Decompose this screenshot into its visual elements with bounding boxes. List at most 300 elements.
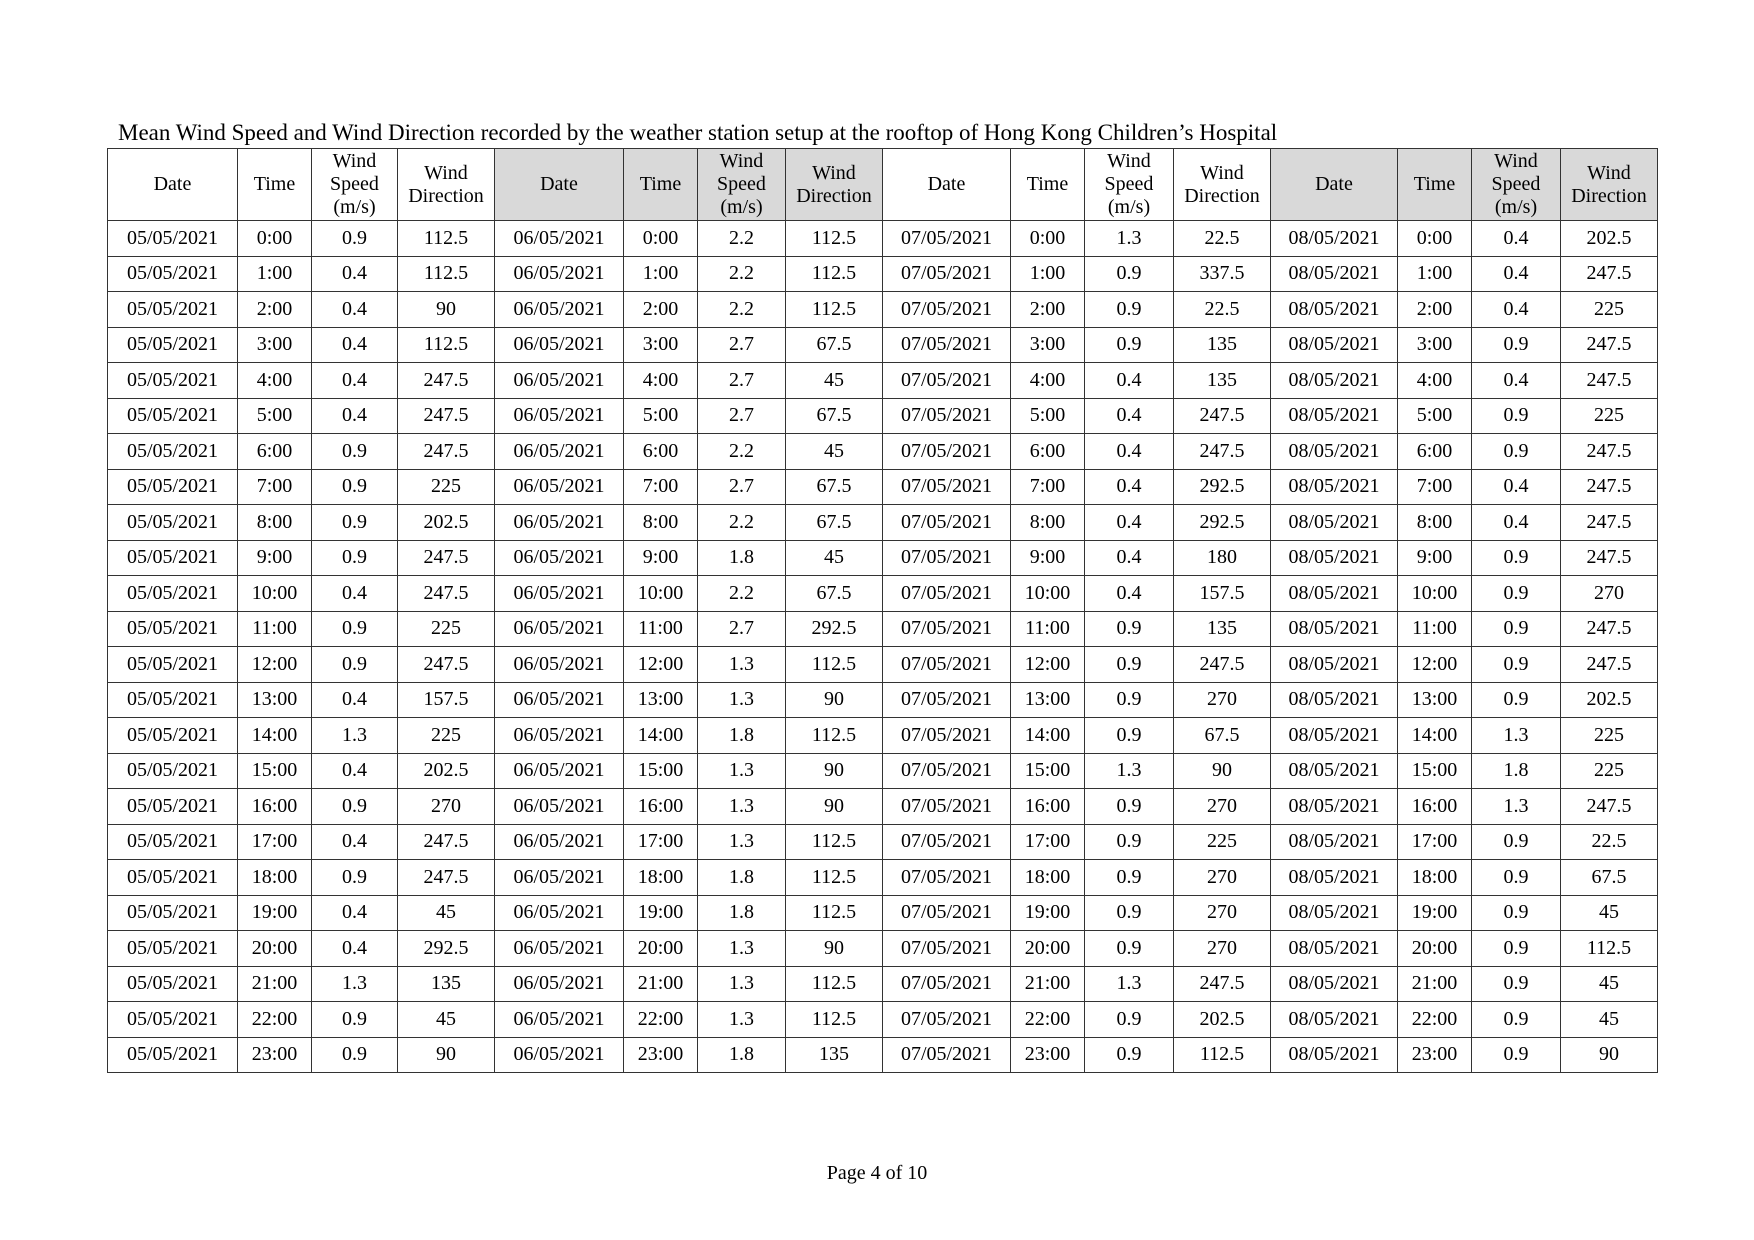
table-cell: 07/05/2021: [883, 753, 1011, 789]
table-cell: 05/05/2021: [108, 398, 238, 434]
table-cell: 1.3: [698, 682, 786, 718]
table-cell: 22.5: [1174, 292, 1271, 328]
table-cell: 3:00: [624, 327, 698, 363]
table-cell: 06/05/2021: [495, 363, 624, 399]
table-cell: 07/05/2021: [883, 682, 1011, 718]
table-cell: 23:00: [1398, 1037, 1472, 1073]
table-cell: 07/05/2021: [883, 895, 1011, 931]
table-cell: 1.3: [698, 647, 786, 683]
table-cell: 247.5: [1174, 434, 1271, 470]
table-cell: 12:00: [1011, 647, 1085, 683]
table-cell: 6:00: [238, 434, 312, 470]
table-cell: 112.5: [786, 647, 883, 683]
table-cell: 10:00: [1398, 576, 1472, 612]
table-cell: 07/05/2021: [883, 931, 1011, 967]
table-cell: 05/05/2021: [108, 895, 238, 931]
table-cell: 22.5: [1561, 824, 1658, 860]
table-cell: 112.5: [398, 327, 495, 363]
table-cell: 0.4: [1472, 363, 1561, 399]
table-cell: 247.5: [1561, 611, 1658, 647]
table-row: [108, 327, 1658, 363]
table-cell: 10:00: [238, 576, 312, 612]
table-cell: 0.4: [312, 363, 398, 399]
page-number: Page 4 of 10: [826, 1162, 928, 1184]
column-header: Date: [495, 149, 624, 221]
table-row: [108, 292, 1658, 328]
table-cell: 23:00: [1011, 1037, 1085, 1073]
column-header: Wind Direction: [1561, 149, 1658, 221]
table-cell: 112.5: [398, 256, 495, 292]
table-cell: 67.5: [786, 469, 883, 505]
table-cell: 45: [398, 895, 495, 931]
table-cell: 157.5: [398, 682, 495, 718]
table-cell: 15:00: [238, 753, 312, 789]
table-cell: 0.9: [1085, 931, 1174, 967]
table-cell: 05/05/2021: [108, 540, 238, 576]
table-cell: 22:00: [1398, 1002, 1472, 1038]
table-cell: 5:00: [238, 398, 312, 434]
table-cell: 13:00: [1398, 682, 1472, 718]
table-cell: 0.4: [312, 824, 398, 860]
table-cell: 225: [1561, 398, 1658, 434]
column-header: Time: [1398, 149, 1472, 221]
table-cell: 247.5: [1561, 505, 1658, 541]
table-cell: 247.5: [1174, 966, 1271, 1002]
table-cell: 07/05/2021: [883, 434, 1011, 470]
table-row: [108, 860, 1658, 896]
table-cell: 0.9: [312, 647, 398, 683]
table-cell: 0.9: [1472, 824, 1561, 860]
table-cell: 06/05/2021: [495, 221, 624, 257]
table-cell: 1:00: [624, 256, 698, 292]
table-cell: 05/05/2021: [108, 789, 238, 825]
table-cell: 90: [786, 753, 883, 789]
table-cell: 21:00: [1398, 966, 1472, 1002]
table-cell: 0.4: [1472, 256, 1561, 292]
table-cell: 67.5: [1561, 860, 1658, 896]
table-cell: 12:00: [624, 647, 698, 683]
table-cell: 08/05/2021: [1271, 434, 1398, 470]
table-cell: 08/05/2021: [1271, 469, 1398, 505]
table-cell: 0.9: [312, 1002, 398, 1038]
table-cell: 0.9: [1472, 327, 1561, 363]
table-cell: 135: [398, 966, 495, 1002]
table-cell: 2.7: [698, 327, 786, 363]
table-cell: 05/05/2021: [108, 718, 238, 754]
table-cell: 08/05/2021: [1271, 931, 1398, 967]
table-cell: 45: [1561, 966, 1658, 1002]
table-cell: 07/05/2021: [883, 1037, 1011, 1073]
column-header: Time: [624, 149, 698, 221]
table-cell: 2.7: [698, 398, 786, 434]
table-cell: 1:00: [238, 256, 312, 292]
table-cell: 225: [398, 611, 495, 647]
table-cell: 6:00: [624, 434, 698, 470]
table-cell: 15:00: [1011, 753, 1085, 789]
table-cell: 247.5: [398, 576, 495, 612]
table-cell: 135: [1174, 611, 1271, 647]
table-cell: 05/05/2021: [108, 611, 238, 647]
table-cell: 0.9: [1472, 576, 1561, 612]
table-cell: 05/05/2021: [108, 576, 238, 612]
table-cell: 0.4: [1085, 505, 1174, 541]
table-cell: 202.5: [398, 505, 495, 541]
table-cell: 112.5: [786, 221, 883, 257]
table-cell: 135: [1174, 363, 1271, 399]
table-cell: 08/05/2021: [1271, 1002, 1398, 1038]
table-cell: 8:00: [1398, 505, 1472, 541]
table-cell: 0.4: [1085, 398, 1174, 434]
table-cell: 2.2: [698, 505, 786, 541]
table-cell: 247.5: [398, 434, 495, 470]
table-cell: 1.3: [1472, 789, 1561, 825]
table-cell: 16:00: [238, 789, 312, 825]
table-cell: 1.3: [1085, 966, 1174, 1002]
table-cell: 05/05/2021: [108, 327, 238, 363]
table-cell: 157.5: [1174, 576, 1271, 612]
table-cell: 0.9: [1472, 434, 1561, 470]
table-cell: 11:00: [238, 611, 312, 647]
table-cell: 270: [1174, 682, 1271, 718]
table-cell: 17:00: [1398, 824, 1472, 860]
table-cell: 21:00: [1011, 966, 1085, 1002]
table-cell: 11:00: [1398, 611, 1472, 647]
table-cell: 07/05/2021: [883, 860, 1011, 896]
table-cell: 06/05/2021: [495, 611, 624, 647]
table-cell: 4:00: [1398, 363, 1472, 399]
table-cell: 247.5: [1561, 363, 1658, 399]
table-cell: 1:00: [1398, 256, 1472, 292]
table-cell: 07/05/2021: [883, 718, 1011, 754]
table-cell: 1.3: [698, 789, 786, 825]
table-cell: 45: [786, 540, 883, 576]
table-caption: Mean Wind Speed and Wind Direction recorded by the weather station setup at the rooftop of Hong Kong Children’s Hospital: [118, 120, 1278, 145]
table-row: [108, 682, 1658, 718]
table-cell: 06/05/2021: [495, 327, 624, 363]
table-cell: 0.9: [1472, 966, 1561, 1002]
table-cell: 225: [398, 718, 495, 754]
column-header: Wind Direction: [786, 149, 883, 221]
table-cell: 6:00: [1011, 434, 1085, 470]
table-cell: 08/05/2021: [1271, 860, 1398, 896]
table-cell: 12:00: [1398, 647, 1472, 683]
table-row: [108, 789, 1658, 825]
table-row: [108, 221, 1658, 257]
table-cell: 0.9: [1085, 1037, 1174, 1073]
header-row: [108, 149, 1658, 221]
table-cell: 292.5: [1174, 505, 1271, 541]
table-cell: 5:00: [1398, 398, 1472, 434]
table-cell: 1:00: [1011, 256, 1085, 292]
table-cell: 67.5: [786, 327, 883, 363]
table-row: [108, 895, 1658, 931]
table-cell: 8:00: [624, 505, 698, 541]
table-row: [108, 611, 1658, 647]
table-cell: 247.5: [398, 398, 495, 434]
table-cell: 05/05/2021: [108, 1037, 238, 1073]
table-cell: 07/05/2021: [883, 363, 1011, 399]
wind-data-table: [107, 148, 1658, 1073]
table-cell: 0.9: [312, 611, 398, 647]
table-cell: 3:00: [1398, 327, 1472, 363]
table-cell: 17:00: [1011, 824, 1085, 860]
table-cell: 0.4: [312, 753, 398, 789]
table-cell: 202.5: [1174, 1002, 1271, 1038]
table-cell: 07/05/2021: [883, 824, 1011, 860]
table-cell: 5:00: [624, 398, 698, 434]
table-cell: 22.5: [1174, 221, 1271, 257]
table-cell: 06/05/2021: [495, 469, 624, 505]
column-header: Date: [108, 149, 238, 221]
table-cell: 2.2: [698, 434, 786, 470]
table-cell: 292.5: [786, 611, 883, 647]
table-cell: 05/05/2021: [108, 292, 238, 328]
table-cell: 7:00: [1011, 469, 1085, 505]
table-cell: 3:00: [1011, 327, 1085, 363]
table-cell: 0:00: [1011, 221, 1085, 257]
table-cell: 0.9: [1085, 647, 1174, 683]
table-row: [108, 434, 1658, 470]
table-cell: 10:00: [1011, 576, 1085, 612]
table-cell: 06/05/2021: [495, 398, 624, 434]
table-cell: 67.5: [786, 398, 883, 434]
table-cell: 0.9: [312, 860, 398, 896]
table-cell: 112.5: [1561, 931, 1658, 967]
table-cell: 08/05/2021: [1271, 682, 1398, 718]
table-cell: 05/05/2021: [108, 753, 238, 789]
table-cell: 19:00: [238, 895, 312, 931]
table-cell: 08/05/2021: [1271, 824, 1398, 860]
table-cell: 07/05/2021: [883, 221, 1011, 257]
table-cell: 0.9: [1085, 718, 1174, 754]
table-cell: 45: [1561, 1002, 1658, 1038]
table-cell: 0.4: [312, 292, 398, 328]
table-cell: 19:00: [1398, 895, 1472, 931]
table-cell: 05/05/2021: [108, 860, 238, 896]
table-cell: 14:00: [1011, 718, 1085, 754]
table-cell: 13:00: [238, 682, 312, 718]
table-cell: 45: [398, 1002, 495, 1038]
table-cell: 0.4: [312, 398, 398, 434]
table-cell: 0.9: [1085, 256, 1174, 292]
table-cell: 90: [786, 931, 883, 967]
table-cell: 0.9: [1472, 860, 1561, 896]
table-cell: 0.4: [312, 576, 398, 612]
table-cell: 90: [398, 1037, 495, 1073]
table-cell: 2.7: [698, 469, 786, 505]
table-cell: 247.5: [1561, 789, 1658, 825]
table-cell: 202.5: [1561, 682, 1658, 718]
table-cell: 06/05/2021: [495, 1002, 624, 1038]
table-row: [108, 505, 1658, 541]
table-cell: 16:00: [1398, 789, 1472, 825]
table-cell: 05/05/2021: [108, 221, 238, 257]
table-cell: 1.3: [698, 931, 786, 967]
table-cell: 292.5: [1174, 469, 1271, 505]
table-cell: 0.4: [312, 256, 398, 292]
table-cell: 0.9: [312, 789, 398, 825]
table-cell: 0.9: [1085, 860, 1174, 896]
table-cell: 05/05/2021: [108, 966, 238, 1002]
table-cell: 9:00: [1011, 540, 1085, 576]
table-cell: 2.2: [698, 576, 786, 612]
table-cell: 1.8: [698, 540, 786, 576]
table-cell: 247.5: [1561, 647, 1658, 683]
table-cell: 0.9: [312, 434, 398, 470]
column-header: Wind Direction: [1174, 149, 1271, 221]
table-cell: 08/05/2021: [1271, 292, 1398, 328]
table-cell: 4:00: [624, 363, 698, 399]
table-cell: 7:00: [624, 469, 698, 505]
table-cell: 0:00: [624, 221, 698, 257]
table-cell: 21:00: [238, 966, 312, 1002]
table-cell: 1.8: [698, 718, 786, 754]
table-cell: 19:00: [624, 895, 698, 931]
table-cell: 06/05/2021: [495, 292, 624, 328]
table-cell: 2:00: [624, 292, 698, 328]
table-cell: 5:00: [1011, 398, 1085, 434]
table-cell: 17:00: [624, 824, 698, 860]
table-cell: 225: [1561, 718, 1658, 754]
column-header: Time: [1011, 149, 1085, 221]
table-row: [108, 1002, 1658, 1038]
table-cell: 08/05/2021: [1271, 647, 1398, 683]
table-cell: 202.5: [398, 753, 495, 789]
table-cell: 247.5: [1561, 540, 1658, 576]
table-cell: 08/05/2021: [1271, 398, 1398, 434]
table-row: [108, 363, 1658, 399]
table-cell: 0.9: [1472, 540, 1561, 576]
column-header: Date: [883, 149, 1011, 221]
table-cell: 1.3: [312, 966, 398, 1002]
table-cell: 0.9: [1085, 292, 1174, 328]
table-cell: 2:00: [1011, 292, 1085, 328]
table-cell: 13:00: [1011, 682, 1085, 718]
table-cell: 2.2: [698, 256, 786, 292]
table-cell: 45: [786, 363, 883, 399]
table-header: [108, 149, 1658, 221]
table-cell: 135: [1174, 327, 1271, 363]
table-cell: 0.9: [1085, 327, 1174, 363]
table-cell: 4:00: [238, 363, 312, 399]
table-cell: 11:00: [1011, 611, 1085, 647]
table-row: [108, 1037, 1658, 1073]
table-row: [108, 966, 1658, 1002]
table-cell: 0.9: [1472, 682, 1561, 718]
table-cell: 112.5: [786, 824, 883, 860]
table-cell: 0.4: [1085, 434, 1174, 470]
table-cell: 06/05/2021: [495, 931, 624, 967]
table-cell: 07/05/2021: [883, 611, 1011, 647]
table-cell: 07/05/2021: [883, 327, 1011, 363]
table-cell: 05/05/2021: [108, 647, 238, 683]
table-cell: 8:00: [1011, 505, 1085, 541]
column-header: Wind Speed (m/s): [698, 149, 786, 221]
table-cell: 0.4: [1472, 292, 1561, 328]
table-row: [108, 931, 1658, 967]
table-cell: 06/05/2021: [495, 753, 624, 789]
table-cell: 247.5: [1561, 469, 1658, 505]
table-cell: 18:00: [1011, 860, 1085, 896]
table-cell: 0.4: [1085, 469, 1174, 505]
table-cell: 0.4: [312, 931, 398, 967]
table-cell: 05/05/2021: [108, 682, 238, 718]
table-cell: 21:00: [624, 966, 698, 1002]
table-cell: 7:00: [238, 469, 312, 505]
table-cell: 06/05/2021: [495, 682, 624, 718]
table-cell: 0.9: [312, 505, 398, 541]
table-cell: 0.9: [1472, 611, 1561, 647]
table-cell: 247.5: [1174, 647, 1271, 683]
table-cell: 112.5: [786, 860, 883, 896]
table-cell: 270: [1561, 576, 1658, 612]
table-cell: 1.3: [698, 824, 786, 860]
table-cell: 45: [786, 434, 883, 470]
table-cell: 07/05/2021: [883, 1002, 1011, 1038]
table-cell: 08/05/2021: [1271, 1037, 1398, 1073]
table-cell: 1.8: [1472, 753, 1561, 789]
table-cell: 270: [1174, 895, 1271, 931]
table-cell: 2:00: [1398, 292, 1472, 328]
table-cell: 23:00: [624, 1037, 698, 1073]
column-header: Date: [1271, 149, 1398, 221]
table-cell: 90: [1561, 1037, 1658, 1073]
table-cell: 1.3: [698, 753, 786, 789]
table-cell: 0.9: [1085, 1002, 1174, 1038]
table-cell: 0.9: [1472, 1037, 1561, 1073]
table-cell: 15:00: [624, 753, 698, 789]
table-cell: 90: [786, 789, 883, 825]
table-cell: 247.5: [1561, 256, 1658, 292]
table-cell: 08/05/2021: [1271, 540, 1398, 576]
table-cell: 0.9: [1472, 895, 1561, 931]
table-cell: 270: [1174, 860, 1271, 896]
table-cell: 8:00: [238, 505, 312, 541]
table-cell: 06/05/2021: [495, 824, 624, 860]
table-cell: 08/05/2021: [1271, 327, 1398, 363]
table-cell: 0.9: [1472, 398, 1561, 434]
column-header: Time: [238, 149, 312, 221]
table-cell: 45: [1561, 895, 1658, 931]
table-cell: 07/05/2021: [883, 505, 1011, 541]
table-body: [108, 221, 1658, 1073]
table-cell: 1.3: [1085, 221, 1174, 257]
table-cell: 0.9: [1085, 611, 1174, 647]
table-cell: 247.5: [398, 363, 495, 399]
table-cell: 90: [398, 292, 495, 328]
table-cell: 06/05/2021: [495, 256, 624, 292]
table-cell: 05/05/2021: [108, 363, 238, 399]
table-cell: 1.8: [698, 895, 786, 931]
table-cell: 0.9: [312, 221, 398, 257]
table-cell: 0.9: [1472, 1002, 1561, 1038]
table-row: [108, 540, 1658, 576]
table-row: [108, 824, 1658, 860]
table-cell: 18:00: [238, 860, 312, 896]
table-cell: 06/05/2021: [495, 434, 624, 470]
table-cell: 08/05/2021: [1271, 221, 1398, 257]
table-cell: 0.4: [1472, 469, 1561, 505]
table-cell: 06/05/2021: [495, 576, 624, 612]
column-header: Wind Speed (m/s): [312, 149, 398, 221]
table-cell: 0.9: [1472, 647, 1561, 683]
table-row: [108, 647, 1658, 683]
table-cell: 18:00: [624, 860, 698, 896]
table-cell: 2:00: [238, 292, 312, 328]
table-cell: 112.5: [786, 966, 883, 1002]
table-cell: 0.9: [1472, 931, 1561, 967]
table-cell: 1.8: [698, 860, 786, 896]
